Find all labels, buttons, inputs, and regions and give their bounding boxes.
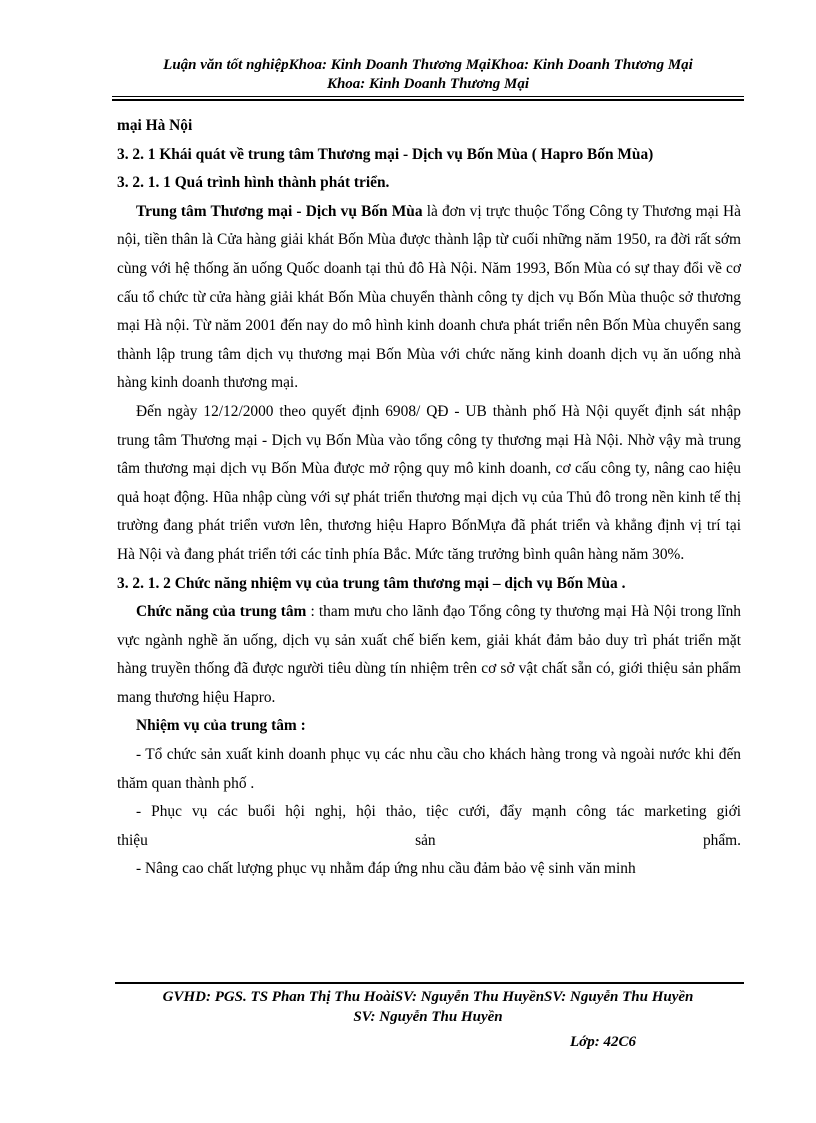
footer-rule bbox=[115, 982, 744, 984]
header-line-1: Luận văn tốt nghiệpKhoa: Kinh Doanh Thương MạiKhoa: Kinh Doanh Thương Mại bbox=[163, 57, 693, 73]
section-heading-3-2-1-1: 3. 2. 1. 1 Quá trình hình thành phát triển. bbox=[117, 174, 390, 192]
footer-class-label: Lớp: 42C6 bbox=[570, 1034, 636, 1050]
paragraph-functions bbox=[117, 598, 741, 712]
duties-heading: Nhiệm vụ của trung tâm : bbox=[136, 717, 306, 735]
section-heading-3-2-1: 3. 2. 1 Khái quát về trung tâm Thương mại - Dịch vụ Bốn Mùa ( Hapro Bốn Mùa) bbox=[117, 145, 654, 163]
header-rule-thin bbox=[112, 96, 744, 97]
duty-item-2-word-2: sản bbox=[415, 831, 436, 849]
duty-item-2-continuation bbox=[117, 827, 741, 856]
duty-item-2-word-1: thiệu bbox=[117, 831, 148, 849]
paragraph-functions-lead: Chức năng của trung tâm bbox=[136, 603, 307, 621]
section-heading-3-2-1-2: 3. 2. 1. 2 Chức năng nhiệm vụ của trung tâm thương mại – dịch vụ Bốn Mùa . bbox=[117, 574, 626, 592]
footer-line-2: SV: Nguyễn Thu Huyền bbox=[353, 1009, 503, 1025]
paragraph-history-text: là đơn vị trực thuộc Tổng Công ty Thương mại Hà nội, tiền thân là Cửa hàng giải khát Bốn Mùa được thành lập từ cuối những năm 1950, ra đời rất sớm cùng với hệ thống ăn uống Quốc doanh tại thủ đô Hà Nội. Năm 1993, Bốn Mùa có sự thay đổi về cơ cấu tổ chức từ cửa hàng giải khát Bốn Mùa chuyển thành công ty dịch vụ Bốn Mùa thuộc sở thương mại Hà nội. Từ năm 2001 đến nay do mô hình kinh doanh chưa phát triển nên Bốn Mùa chuyển sang thành lập trung tâm dịch vụ thương mại Bốn Mùa với chức năng kinh doanh dịch vụ ăn uống nhà hàng kinh doanh thương mại. bbox=[117, 202, 741, 392]
continued-heading-text: mại Hà Nội bbox=[117, 117, 193, 134]
duty-item-1: - Tổ chức sản xuất kinh doanh phục vụ các nhu cầu cho khách hàng trong và ngoài nước khi đến thăm quan thành phố . bbox=[117, 746, 741, 792]
paragraph-functions-text: : tham mưu cho lãnh đạo Tổng công ty thương mại Hà Nội trong lĩnh vực ngành nghề ăn uống, dịch vụ sản xuất chế biến kem, giải khát đảm bảo duy trì phát triển mặt hàng truyền thống đã được người tiêu dùng tín nhiệm trên cơ sở vật chất sẵn có, giới thiệu sản phẩm mang thương hiệu Hapro. bbox=[117, 603, 742, 706]
page-header bbox=[112, 56, 744, 94]
footer-line-1: GVHD: PGS. TS Phan Thị Thu HoàiSV: Nguyễn Thu HuyềnSV: Nguyễn Thu Huyền bbox=[162, 989, 694, 1005]
paragraph-history-lead: Trung tâm Thương mại - Dịch vụ Bốn Mùa bbox=[136, 202, 423, 220]
page-footer bbox=[112, 987, 744, 1027]
header-line-2: Khoa: Kinh Doanh Thương Mại bbox=[326, 76, 530, 92]
duty-item-2: - Phục vụ các buổi hội nghị, hội thảo, tiệc cưới, đẩy mạnh công tác marketing giới bbox=[136, 803, 741, 821]
page-body bbox=[117, 112, 741, 884]
duty-item-3: - Nâng cao chất lượng phục vụ nhằm đáp ứng nhu cầu đảm bảo vệ sinh văn minh bbox=[136, 860, 636, 878]
paragraph-merger: Đến ngày 12/12/2000 theo quyết định 6908/ QĐ - UB thành phố Hà Nội quyết định sát nhập trung tâm Thương mại - Dịch vụ Bốn Mùa vào tổng công ty thương mại Hà Nội. Nhờ vậy mà trung tâm thương mại dịch vụ Bốn Mùa được mở rộng quy mô kinh doanh, cơ cấu công ty, nâng cao hiệu quả hoạt động. Hũa nhập cùng với sự phát triển thương mại dịch vụ của Thủ đô trong nền kinh tế thị trường đang phát triển vươn lên, thương hiệu Hapro BốnMựa đã phát triển và khẳng định vị trí tại Hà Nội và đang phát triển tới các tỉnh phía Bắc. Mức tăng trưởng bình quân hàng năm 30%. bbox=[117, 402, 741, 563]
duty-item-2-word-3: phẩm. bbox=[702, 831, 741, 849]
header-rule-thick bbox=[112, 99, 744, 101]
paragraph-history bbox=[117, 198, 741, 398]
